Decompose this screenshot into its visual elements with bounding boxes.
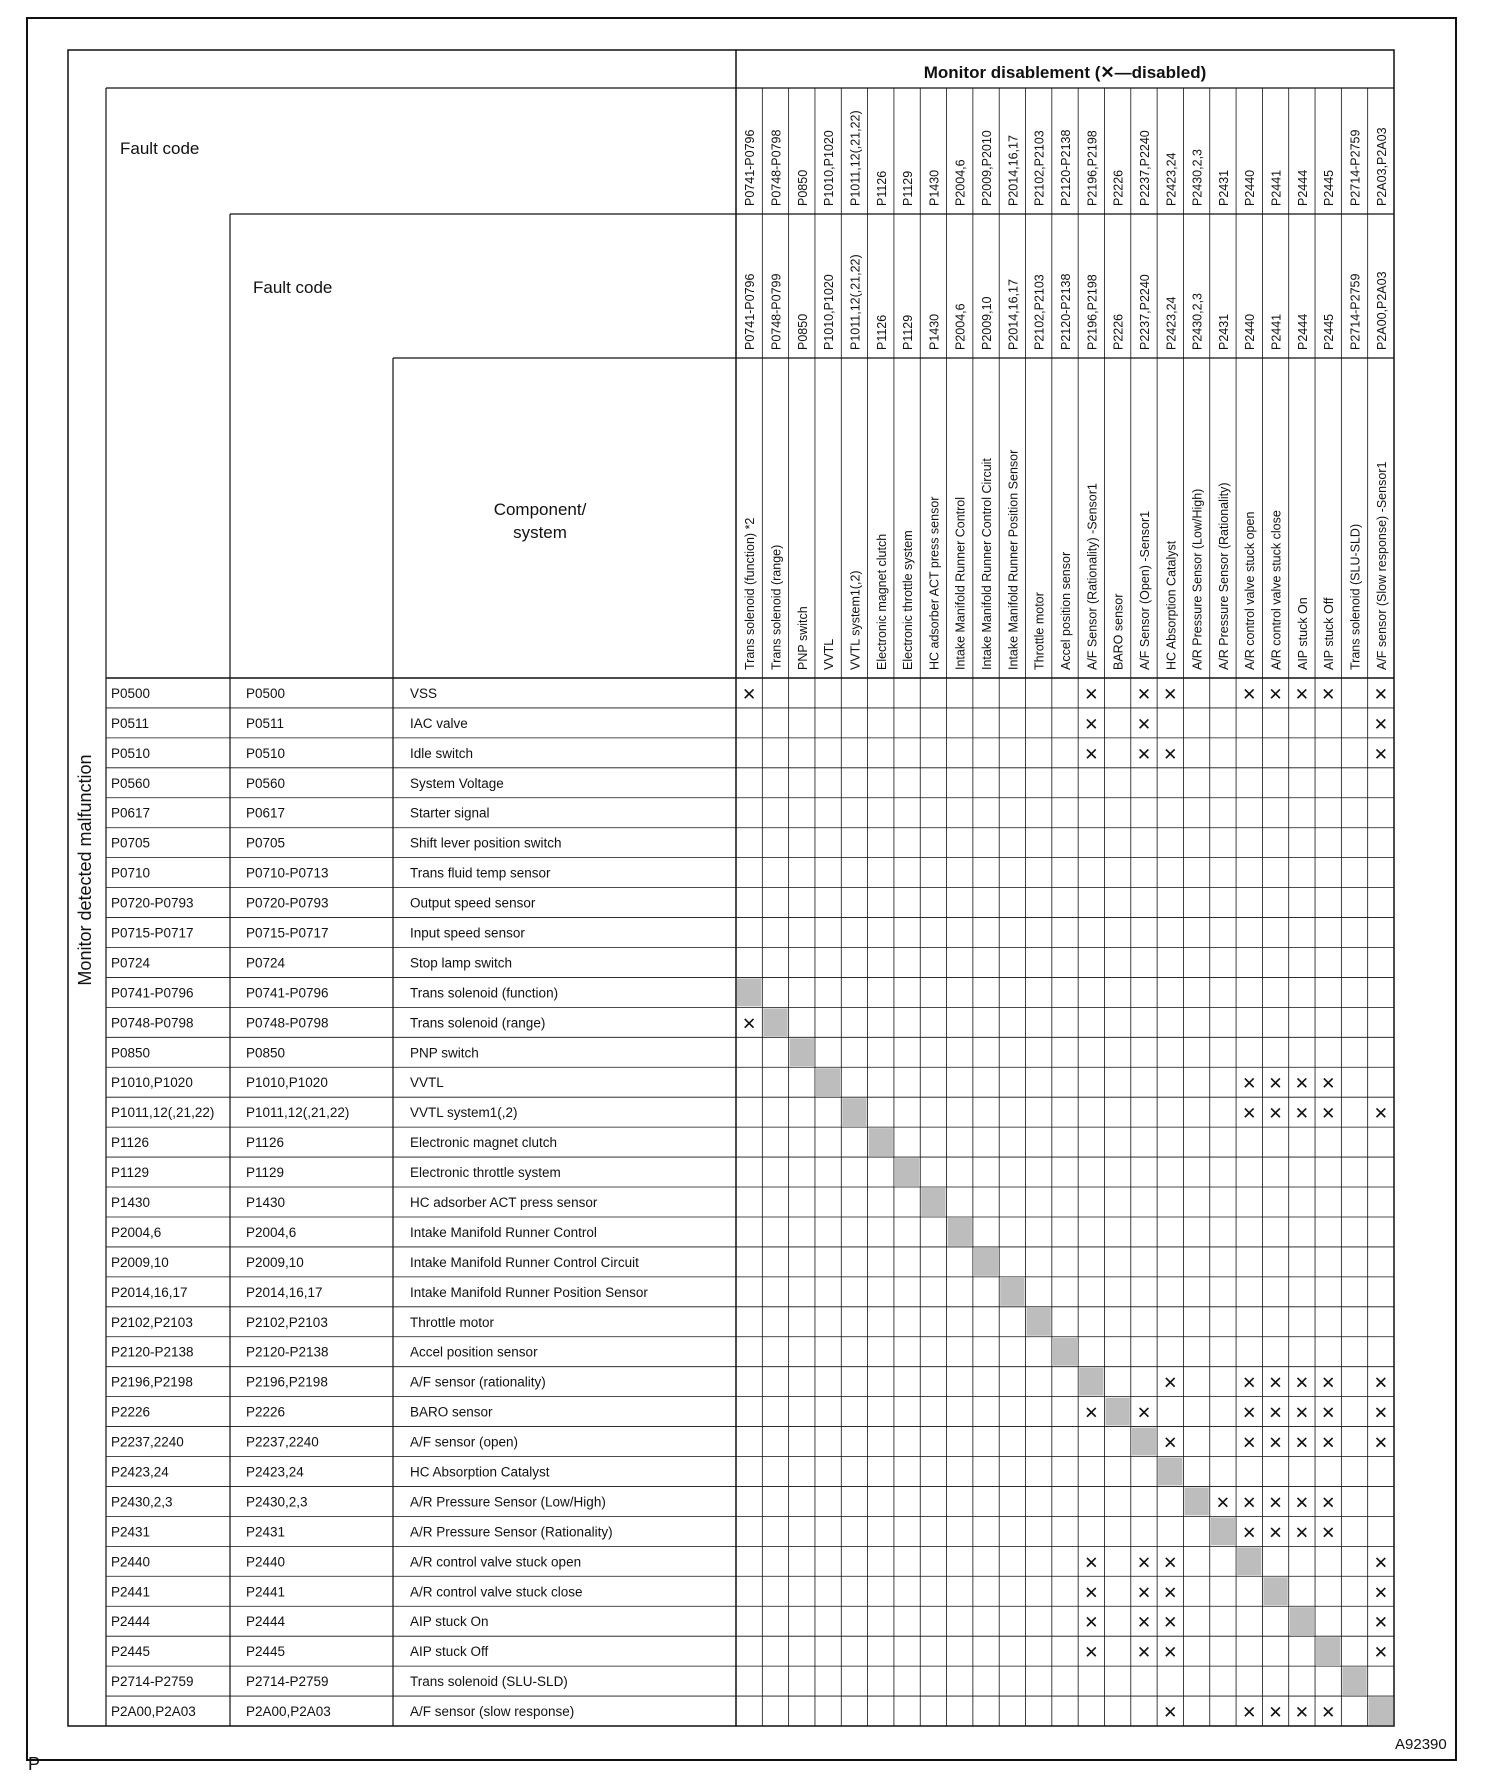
row-fault-code-detail: P0850 bbox=[246, 1045, 286, 1061]
row-component-system: Accel position sensor bbox=[410, 1344, 538, 1360]
column-code-lower: P2226 bbox=[1111, 313, 1126, 350]
component-header-line2: system bbox=[513, 523, 567, 542]
row-component-system: A/F sensor (open) bbox=[410, 1434, 519, 1450]
column-code-lower: P0741-P0796 bbox=[743, 273, 758, 350]
column-code-lower: P2004,6 bbox=[953, 303, 968, 350]
column-code-lower: P2714-P2759 bbox=[1348, 273, 1363, 350]
column-system-name: Trans solenoid (SLU-SLD) bbox=[1348, 523, 1363, 670]
disabled-mark: ✕ bbox=[1084, 1553, 1099, 1573]
row-fault-code: P0741-P0796 bbox=[111, 985, 194, 1001]
row-fault-code-detail: P2120-P2138 bbox=[246, 1344, 329, 1360]
disabled-mark: ✕ bbox=[1294, 1493, 1310, 1513]
row-component-system: VVTL bbox=[410, 1075, 444, 1091]
disabled-mark: ✕ bbox=[742, 1014, 757, 1034]
disabled-mark: ✕ bbox=[1321, 1373, 1336, 1393]
row-fault-code-detail: P0710-P0713 bbox=[246, 865, 329, 881]
diagonal-shaded-cell bbox=[1105, 1398, 1129, 1426]
diagonal-shaded-cell bbox=[1316, 1637, 1340, 1665]
column-code-upper: P2102,P2103 bbox=[1032, 130, 1047, 206]
disabled-mark: ✕ bbox=[1294, 1104, 1310, 1124]
diagonal-shaded-cell bbox=[842, 1098, 866, 1126]
disabled-mark: ✕ bbox=[1294, 1523, 1310, 1543]
disabled-mark: ✕ bbox=[1321, 1403, 1336, 1423]
row-fault-code-detail: P2014,16,17 bbox=[246, 1284, 323, 1300]
row-fault-code-detail: P2445 bbox=[246, 1644, 286, 1660]
row-fault-code-detail: P1011,12(,21,22) bbox=[246, 1105, 350, 1121]
row-fault-code: P0748-P0798 bbox=[111, 1015, 194, 1031]
disabled-mark: ✕ bbox=[1136, 684, 1152, 704]
row-fault-code-detail: P2431 bbox=[246, 1524, 286, 1540]
row-component-system: Starter signal bbox=[410, 805, 490, 821]
row-fault-code-detail: P1430 bbox=[246, 1195, 286, 1210]
row-fault-code-detail: P0748-P0798 bbox=[246, 1015, 329, 1031]
column-system-name: A/R Pressure Sensor (Rationality) bbox=[1216, 482, 1231, 670]
row-fault-code-detail: P2430,2,3 bbox=[246, 1494, 308, 1510]
disabled-mark: ✕ bbox=[1373, 1643, 1388, 1663]
column-code-lower: P2102,P2103 bbox=[1032, 274, 1047, 350]
disabled-mark: ✕ bbox=[1242, 1433, 1257, 1453]
page-letter: P bbox=[28, 1754, 41, 1774]
diagonal-shaded-cell bbox=[1237, 1547, 1261, 1575]
disabled-mark: ✕ bbox=[1268, 1703, 1283, 1723]
column-code-upper: P2009,P2010 bbox=[980, 130, 995, 206]
column-system-name: Throttle motor bbox=[1032, 592, 1047, 670]
matrix-title: Monitor disablement (✕—disabled) bbox=[923, 63, 1207, 82]
row-fault-code: P0720-P0793 bbox=[111, 895, 194, 911]
disabled-mark: ✕ bbox=[1321, 684, 1336, 704]
column-code-upper: P2430,2,3 bbox=[1190, 149, 1205, 206]
column-system-name: AIP stuck On bbox=[1295, 597, 1310, 670]
disabled-mark: ✕ bbox=[1163, 684, 1178, 704]
row-fault-code-detail: P2226 bbox=[246, 1404, 286, 1420]
disabled-mark: ✕ bbox=[1163, 1433, 1178, 1453]
row-fault-code: P2196,P2198 bbox=[111, 1374, 193, 1390]
column-code-lower: P2237,P2240 bbox=[1137, 274, 1152, 350]
column-code-upper: P0748-P0798 bbox=[769, 129, 784, 206]
column-code-upper: P2120-P2138 bbox=[1059, 129, 1073, 206]
diagonal-shaded-cell bbox=[1290, 1607, 1314, 1635]
column-code-upper: P2431 bbox=[1216, 169, 1231, 206]
diagonal-shaded-cell bbox=[948, 1218, 972, 1246]
column-code-lower: P2445 bbox=[1322, 313, 1337, 350]
row-fault-code: P2120-P2138 bbox=[111, 1344, 194, 1360]
disabled-mark: ✕ bbox=[1084, 1643, 1099, 1663]
row-component-system: Electronic magnet clutch bbox=[410, 1135, 558, 1151]
disabled-mark: ✕ bbox=[1163, 1643, 1178, 1663]
column-code-upper: P2444 bbox=[1295, 169, 1310, 206]
disabled-mark: ✕ bbox=[1163, 744, 1178, 764]
row-fault-code-detail: P1126 bbox=[246, 1135, 285, 1151]
row-fault-code: P2445 bbox=[111, 1644, 151, 1660]
column-system-name: A/F Sensor (Rationality) -Sensor1 bbox=[1085, 483, 1100, 670]
disabled-mark: ✕ bbox=[1163, 1703, 1178, 1723]
disabled-mark: ✕ bbox=[1242, 1074, 1257, 1094]
disabled-mark: ✕ bbox=[1268, 684, 1283, 704]
row-fault-code-detail: P2714-P2759 bbox=[246, 1674, 329, 1690]
diagonal-shaded-cell bbox=[1184, 1487, 1208, 1515]
column-code-upper: P2714-P2759 bbox=[1348, 129, 1363, 206]
row-component-system: PNP switch bbox=[410, 1045, 479, 1061]
column-system-name: A/F Sensor (Open) -Sensor1 bbox=[1137, 510, 1152, 670]
row-fault-code-detail: P1129 bbox=[246, 1165, 285, 1181]
row-component-system: Output speed sensor bbox=[410, 895, 536, 911]
disabled-mark: ✕ bbox=[1084, 1403, 1099, 1423]
row-fault-code: P0850 bbox=[111, 1045, 151, 1061]
row-component-system: VSS bbox=[410, 685, 438, 701]
disabled-mark: ✕ bbox=[1321, 1104, 1336, 1124]
column-code-lower: P2423,24 bbox=[1164, 296, 1179, 350]
disabled-mark: ✕ bbox=[1136, 1613, 1152, 1633]
row-fault-code-detail: P2444 bbox=[246, 1614, 286, 1630]
diagonal-shaded-cell bbox=[1000, 1278, 1024, 1306]
column-code-lower: P2441 bbox=[1269, 313, 1284, 350]
diagonal-shaded-cell bbox=[1369, 1697, 1393, 1725]
disabled-mark: ✕ bbox=[1136, 744, 1152, 764]
diagonal-shaded-cell bbox=[921, 1188, 945, 1216]
disabled-mark: ✕ bbox=[1163, 1373, 1178, 1393]
row-fault-code: P0705 bbox=[111, 835, 151, 851]
row-component-system: Trans solenoid (function) bbox=[410, 985, 559, 1001]
row-component-system: Idle switch bbox=[410, 745, 474, 761]
column-code-lower: P2120-P2138 bbox=[1059, 273, 1073, 350]
row-fault-code-detail: P0741-P0796 bbox=[246, 985, 329, 1001]
disabled-mark: ✕ bbox=[1294, 684, 1310, 704]
row-component-system: Stop lamp switch bbox=[410, 955, 513, 971]
column-code-lower: P0748-P0799 bbox=[769, 273, 784, 350]
row-component-system: Input speed sensor bbox=[410, 925, 525, 941]
row-fault-code-detail: P2009,10 bbox=[246, 1254, 304, 1270]
row-fault-code-detail: P0705 bbox=[246, 835, 286, 851]
row-fault-code-detail: P2441 bbox=[246, 1584, 286, 1600]
column-code-lower: P2440 bbox=[1243, 313, 1258, 350]
row-fault-code: P2A00,P2A03 bbox=[111, 1704, 196, 1720]
row-component-system: A/F sensor (rationality) bbox=[410, 1374, 546, 1390]
column-code-upper: P2226 bbox=[1111, 169, 1126, 206]
row-component-system: Intake Manifold Runner Control Circuit bbox=[410, 1254, 639, 1270]
column-system-name: Trans solenoid (range) bbox=[769, 544, 784, 670]
column-code-upper: P1126 bbox=[874, 170, 889, 206]
disabled-mark: ✕ bbox=[1084, 714, 1099, 734]
column-code-upper: P0741-P0796 bbox=[743, 129, 758, 206]
row-fault-code: P2714-P2759 bbox=[111, 1674, 194, 1690]
disabled-mark: ✕ bbox=[1294, 1433, 1310, 1453]
column-code-lower: P0850 bbox=[795, 313, 810, 350]
column-system-name: VVTL bbox=[822, 638, 837, 670]
row-component-system: A/F sensor (slow response) bbox=[410, 1704, 575, 1720]
row-fault-code-detail: P0724 bbox=[246, 955, 286, 971]
disabled-mark: ✕ bbox=[1373, 1104, 1388, 1124]
disabled-mark: ✕ bbox=[1373, 744, 1388, 764]
row-fault-code: P2009,10 bbox=[111, 1254, 169, 1270]
column-system-name: AIP stuck Off bbox=[1322, 597, 1337, 670]
disabled-mark: ✕ bbox=[1373, 1553, 1388, 1573]
disabled-mark: ✕ bbox=[1321, 1493, 1336, 1513]
disabled-mark: ✕ bbox=[1242, 1493, 1257, 1513]
disabled-mark: ✕ bbox=[1242, 1373, 1257, 1393]
column-system-name: Intake Manifold Runner Control Circuit bbox=[980, 458, 995, 670]
column-code-lower: P2A00,P2A03 bbox=[1374, 271, 1389, 350]
row-component-system: HC adsorber ACT press sensor bbox=[410, 1195, 598, 1210]
row-fault-code-detail: P2004,6 bbox=[246, 1224, 297, 1240]
column-system-name: A/R control valve stuck open bbox=[1243, 511, 1258, 670]
diagonal-shaded-cell bbox=[1053, 1338, 1077, 1366]
column-code-lower: P2430,2,3 bbox=[1190, 293, 1205, 350]
column-code-lower: P1010,P1020 bbox=[822, 274, 837, 350]
disabled-mark: ✕ bbox=[1373, 1583, 1388, 1603]
row-fault-code: P0560 bbox=[111, 775, 151, 791]
disabled-mark: ✕ bbox=[1242, 684, 1257, 704]
row-component-system: Trans fluid temp sensor bbox=[410, 865, 551, 881]
column-system-name: A/R Pressure Sensor (Low/High) bbox=[1190, 488, 1205, 670]
disabled-mark: ✕ bbox=[1373, 1403, 1388, 1423]
row-component-system: Electronic throttle system bbox=[410, 1165, 561, 1181]
column-code-upper: P1011,12(,21,22) bbox=[848, 110, 863, 206]
column-system-name: BARO sensor bbox=[1111, 593, 1126, 670]
disabled-mark: ✕ bbox=[1242, 1703, 1257, 1723]
column-code-lower: P1126 bbox=[874, 314, 889, 350]
disabled-mark: ✕ bbox=[1268, 1074, 1283, 1094]
row-fault-code: P2430,2,3 bbox=[111, 1494, 173, 1510]
row-fault-code: P1010,P1020 bbox=[111, 1075, 193, 1091]
column-code-lower: P2009,10 bbox=[980, 296, 995, 350]
row-fault-code-detail: P0715-P0717 bbox=[246, 925, 329, 941]
diagonal-shaded-cell bbox=[1263, 1577, 1287, 1605]
disabled-mark: ✕ bbox=[1268, 1493, 1283, 1513]
row-fault-code-detail: P2440 bbox=[246, 1554, 286, 1570]
row-component-system: IAC valve bbox=[410, 715, 468, 731]
column-system-name: A/F sensor (Slow response) -Sensor1 bbox=[1374, 461, 1389, 670]
column-system-name: HC Absorption Catalyst bbox=[1164, 540, 1179, 670]
disabled-mark: ✕ bbox=[1242, 1403, 1257, 1423]
row-fault-code: P2102,P2103 bbox=[111, 1314, 193, 1330]
row-fault-code-detail: P0720-P0793 bbox=[246, 895, 329, 911]
column-system-name: Intake Manifold Runner Control bbox=[953, 496, 968, 670]
row-component-system: AIP stuck On bbox=[410, 1614, 489, 1630]
row-fault-code: P2423,24 bbox=[111, 1464, 169, 1480]
disabled-mark: ✕ bbox=[1373, 684, 1388, 704]
row-fault-code: P0715-P0717 bbox=[111, 925, 194, 941]
disabled-mark: ✕ bbox=[1321, 1703, 1336, 1723]
row-component-system: Trans solenoid (range) bbox=[410, 1015, 546, 1031]
disabled-mark: ✕ bbox=[1268, 1403, 1283, 1423]
column-system-name: Intake Manifold Runner Position Sensor bbox=[1006, 449, 1021, 670]
row-component-system: A/R Pressure Sensor (Rationality) bbox=[410, 1524, 613, 1540]
column-code-lower: P2014,16,17 bbox=[1006, 279, 1021, 350]
row-fault-code: P0500 bbox=[111, 685, 151, 701]
column-code-lower: P2444 bbox=[1295, 313, 1310, 350]
diagonal-shaded-cell bbox=[1211, 1517, 1235, 1545]
row-component-system: Trans solenoid (SLU-SLD) bbox=[410, 1674, 568, 1690]
row-fault-code: P1011,12(,21,22) bbox=[111, 1105, 215, 1121]
row-fault-code: P0510 bbox=[111, 745, 151, 761]
disabled-mark: ✕ bbox=[1084, 1583, 1099, 1603]
column-code-upper: P0850 bbox=[795, 169, 810, 206]
column-code-upper: P2A03,P2A03 bbox=[1374, 127, 1389, 206]
diagonal-shaded-cell bbox=[763, 1008, 787, 1036]
disabled-mark: ✕ bbox=[1084, 744, 1099, 764]
row-fault-code: P1430 bbox=[111, 1195, 151, 1210]
row-fault-code: P0617 bbox=[111, 805, 151, 821]
disabled-mark: ✕ bbox=[1136, 1583, 1152, 1603]
column-code-upper: P2196,P2198 bbox=[1085, 130, 1100, 206]
row-fault-code: P2431 bbox=[111, 1524, 151, 1540]
diagonal-shaded-cell bbox=[737, 978, 761, 1006]
disabled-mark: ✕ bbox=[1242, 1104, 1257, 1124]
row-fault-code-detail: P0500 bbox=[246, 685, 286, 701]
disabled-mark: ✕ bbox=[1136, 1403, 1152, 1423]
column-system-name: Trans solenoid (function) *2 bbox=[743, 517, 758, 670]
side-label-monitor-detected: Monitor detected malfunction bbox=[75, 754, 95, 986]
row-fault-code-detail: P2A00,P2A03 bbox=[246, 1704, 331, 1720]
fault-code-header-2: Fault code bbox=[253, 278, 333, 297]
column-system-name: PNP switch bbox=[795, 606, 810, 670]
disabled-mark: ✕ bbox=[1268, 1523, 1283, 1543]
column-system-name: VVTL system1(,2) bbox=[848, 570, 863, 670]
row-component-system: AIP stuck Off bbox=[410, 1644, 489, 1660]
column-system-name: Electronic throttle system bbox=[901, 530, 916, 670]
disabled-mark: ✕ bbox=[1294, 1703, 1310, 1723]
column-code-upper: P2014,16,17 bbox=[1006, 135, 1021, 206]
disabled-mark: ✕ bbox=[1084, 684, 1099, 704]
disabled-mark: ✕ bbox=[742, 684, 757, 704]
column-code-upper: P1010,P1020 bbox=[822, 130, 837, 206]
row-component-system: Intake Manifold Runner Control bbox=[410, 1224, 597, 1240]
row-fault-code: P2226 bbox=[111, 1404, 151, 1420]
row-component-system: A/R control valve stuck open bbox=[410, 1554, 582, 1570]
disabled-mark: ✕ bbox=[1294, 1074, 1310, 1094]
disabled-mark: ✕ bbox=[1373, 1373, 1388, 1393]
disabled-mark: ✕ bbox=[1294, 1403, 1310, 1423]
row-component-system: VVTL system1(,2) bbox=[410, 1105, 518, 1121]
column-code-upper: P2441 bbox=[1269, 169, 1284, 206]
disabled-mark: ✕ bbox=[1163, 1613, 1178, 1633]
row-fault-code: P2237,2240 bbox=[111, 1434, 184, 1450]
row-fault-code-detail: P2102,P2103 bbox=[246, 1314, 328, 1330]
row-fault-code-detail: P0510 bbox=[246, 745, 286, 761]
disabled-mark: ✕ bbox=[1268, 1104, 1283, 1124]
disabled-mark: ✕ bbox=[1294, 1373, 1310, 1393]
disabled-mark: ✕ bbox=[1321, 1433, 1336, 1453]
disabled-mark: ✕ bbox=[1321, 1074, 1336, 1094]
diagonal-shaded-cell bbox=[974, 1248, 998, 1276]
column-system-name: A/R control valve stuck close bbox=[1269, 510, 1284, 670]
diagonal-shaded-cell bbox=[1132, 1428, 1156, 1456]
row-fault-code: P1126 bbox=[111, 1135, 150, 1151]
row-fault-code-detail: P2423,24 bbox=[246, 1464, 304, 1480]
disabled-mark: ✕ bbox=[1215, 1493, 1231, 1513]
disabled-mark: ✕ bbox=[1136, 1643, 1152, 1663]
row-fault-code-detail: P0617 bbox=[246, 805, 286, 821]
diagonal-shaded-cell bbox=[1158, 1458, 1182, 1486]
diagonal-shaded-cell bbox=[1079, 1368, 1103, 1396]
disabled-mark: ✕ bbox=[1242, 1523, 1257, 1543]
row-fault-code-detail: P0560 bbox=[246, 775, 286, 791]
disabled-mark: ✕ bbox=[1163, 1583, 1178, 1603]
diagonal-shaded-cell bbox=[790, 1038, 814, 1066]
disabled-mark: ✕ bbox=[1163, 1553, 1178, 1573]
disabled-mark: ✕ bbox=[1321, 1523, 1336, 1543]
row-component-system: Intake Manifold Runner Position Sensor bbox=[410, 1284, 648, 1300]
row-fault-code: P0710 bbox=[111, 865, 151, 881]
column-code-upper: P2440 bbox=[1243, 169, 1258, 206]
row-component-system: System Voltage bbox=[410, 775, 504, 791]
disabled-mark: ✕ bbox=[1373, 714, 1388, 734]
column-code-lower: P1011,12(,21,22) bbox=[848, 254, 863, 350]
diagonal-shaded-cell bbox=[1342, 1667, 1366, 1695]
row-component-system: HC Absorption Catalyst bbox=[410, 1464, 550, 1480]
row-component-system: BARO sensor bbox=[410, 1404, 493, 1420]
column-code-upper: P2237,P2240 bbox=[1137, 130, 1152, 206]
row-fault-code-detail: P0511 bbox=[246, 715, 285, 731]
disabled-mark: ✕ bbox=[1373, 1613, 1388, 1633]
column-code-lower: P1129 bbox=[901, 314, 916, 350]
diagonal-shaded-cell bbox=[1027, 1308, 1051, 1336]
column-code-upper: P1129 bbox=[901, 170, 916, 206]
column-code-lower: P2196,P2198 bbox=[1085, 274, 1100, 350]
fault-code-header-1: Fault code bbox=[120, 139, 200, 158]
column-system-name: Electronic magnet clutch bbox=[874, 533, 889, 670]
row-fault-code-detail: P2196,P2198 bbox=[246, 1374, 328, 1390]
column-code-upper: P1430 bbox=[927, 169, 942, 206]
disabled-mark: ✕ bbox=[1268, 1433, 1283, 1453]
row-fault-code: P0724 bbox=[111, 955, 151, 971]
row-fault-code-detail: P1010,P1020 bbox=[246, 1075, 328, 1091]
row-component-system: A/R control valve stuck close bbox=[410, 1584, 583, 1600]
row-fault-code: P2004,6 bbox=[111, 1224, 162, 1240]
diagonal-shaded-cell bbox=[895, 1158, 919, 1186]
row-component-system: A/R Pressure Sensor (Low/High) bbox=[410, 1494, 606, 1510]
row-fault-code: P1129 bbox=[111, 1165, 150, 1181]
diagonal-shaded-cell bbox=[816, 1068, 840, 1096]
row-fault-code: P0511 bbox=[111, 715, 150, 731]
row-component-system: Throttle motor bbox=[410, 1314, 495, 1330]
disabled-mark: ✕ bbox=[1373, 1433, 1388, 1453]
column-system-name: HC adsorber ACT press sensor bbox=[927, 496, 942, 670]
column-code-upper: P2445 bbox=[1322, 169, 1337, 206]
disabled-mark: ✕ bbox=[1136, 1553, 1152, 1573]
diagonal-shaded-cell bbox=[869, 1128, 893, 1156]
column-code-upper: P2423,24 bbox=[1164, 152, 1179, 206]
row-component-system: Shift lever position switch bbox=[410, 835, 562, 851]
row-fault-code: P2440 bbox=[111, 1554, 151, 1570]
row-fault-code: P2441 bbox=[111, 1584, 151, 1600]
component-header-line1: Component/ bbox=[493, 500, 587, 519]
row-fault-code: P2444 bbox=[111, 1614, 151, 1630]
row-fault-code-detail: P2237,2240 bbox=[246, 1434, 319, 1450]
figure-id: A92390 bbox=[1395, 1736, 1447, 1753]
disabled-mark: ✕ bbox=[1268, 1373, 1283, 1393]
column-code-lower: P1430 bbox=[927, 313, 942, 350]
column-code-lower: P2431 bbox=[1216, 313, 1231, 350]
row-fault-code: P2014,16,17 bbox=[111, 1284, 188, 1300]
column-code-upper: P2004,6 bbox=[953, 159, 968, 206]
disabled-mark: ✕ bbox=[1136, 714, 1152, 734]
disabled-mark: ✕ bbox=[1084, 1613, 1099, 1633]
column-system-name: Accel position sensor bbox=[1059, 551, 1073, 670]
